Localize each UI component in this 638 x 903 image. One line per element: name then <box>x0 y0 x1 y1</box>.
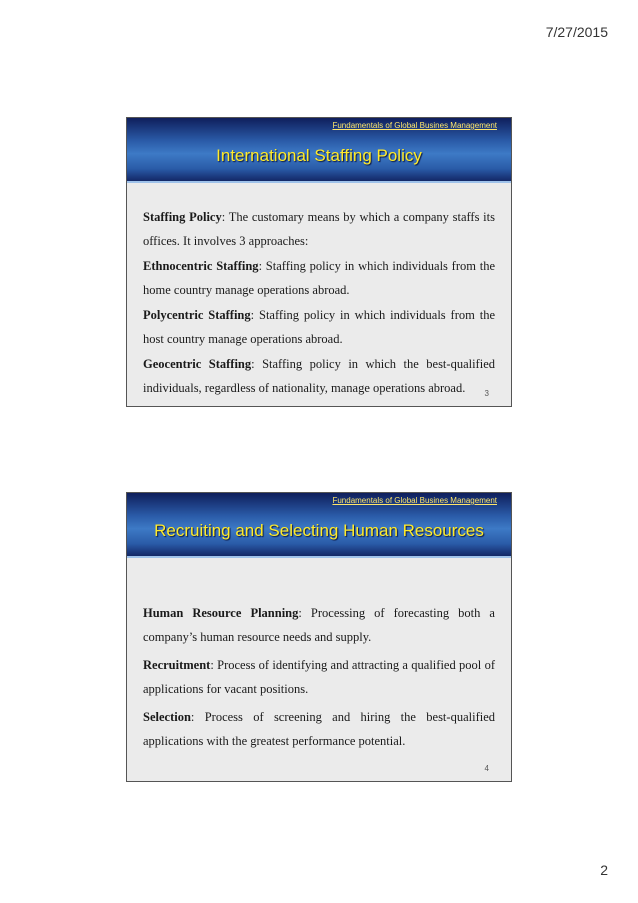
slide-body <box>127 558 511 753</box>
definition-human-resource-planning <box>143 602 495 649</box>
slide-header <box>127 493 511 558</box>
header-caption: Fundamentals of Global Busines Management <box>332 496 497 505</box>
definition-text: : Staffing policy in which the best-qualified individuals, regardless of nationality, manage operations abroad. <box>143 357 495 395</box>
definition-recruitment <box>143 654 495 701</box>
term: Geocentric Staffing <box>143 357 252 371</box>
slide-international-staffing-policy <box>126 117 512 407</box>
slide-recruiting-and-selecting <box>126 492 512 782</box>
slide-body <box>127 183 511 400</box>
definition-text: : Processing of forecasting both a company’s human resource needs and supply. <box>143 606 495 644</box>
definition-text: : The customary means by which a company staffs its offices. It involves 3 approaches: <box>143 210 495 248</box>
slide-number: 3 <box>484 389 489 398</box>
slide-title: Recruiting and Selecting Human Resources <box>154 521 484 540</box>
definition-text: : Process of identifying and attracting a qualified pool of applications for vacant positions. <box>143 658 495 696</box>
definition-geocentric-staffing <box>143 353 495 400</box>
definition-text: : Process of screening and hiring the best-qualified applications with the greatest performance potential. <box>143 710 495 748</box>
definition-staffing-policy <box>143 206 495 253</box>
page-number: 2 <box>600 862 608 878</box>
term: Recruitment <box>143 658 211 672</box>
term: Polycentric Staffing <box>143 308 251 322</box>
slide-header <box>127 118 511 183</box>
definition-text: : Staffing policy in which individuals from the host country manage operations abroad. <box>143 308 495 346</box>
term: Ethnocentric Staffing <box>143 259 259 273</box>
slide-title: International Staffing Policy <box>216 146 422 165</box>
term: Human Resource Planning <box>143 606 299 620</box>
slide-number: 4 <box>484 764 489 773</box>
page-date: 7/27/2015 <box>545 24 608 40</box>
term: Selection <box>143 710 191 724</box>
definition-selection <box>143 706 495 753</box>
header-caption: Fundamentals of Global Busines Management <box>332 121 497 130</box>
definition-ethnocentric-staffing <box>143 255 495 302</box>
definition-polycentric-staffing <box>143 304 495 351</box>
term: Staffing Policy <box>143 210 222 224</box>
definition-text: : Staffing policy in which individuals from the home country manage operations abroad. <box>143 259 495 297</box>
